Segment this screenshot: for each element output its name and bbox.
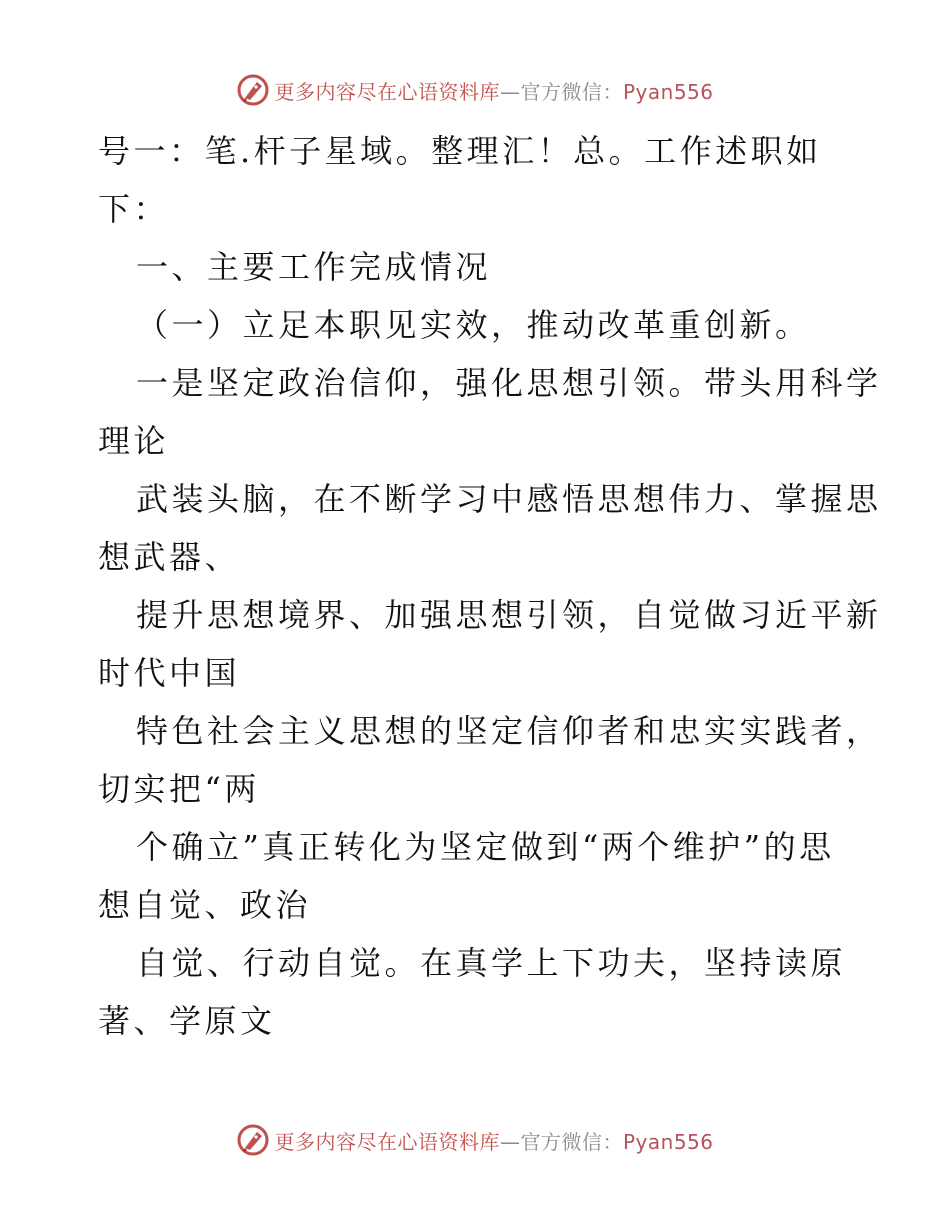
body-text-line: 一、主要工作完成情况	[136, 248, 492, 286]
body-text-line: 提升思想境界、加强思想引领，自觉做习近平新	[136, 596, 882, 634]
body-text-line: 想武器、	[98, 538, 241, 576]
header-watermark-text: 更多内容尽在心语资料库—官方微信：Pyan556	[274, 79, 714, 104]
pen-nib-logo-icon	[236, 73, 270, 107]
body-text-line: 理论	[98, 422, 170, 460]
body-text-line: 著、学原文	[98, 1002, 276, 1040]
header-watermark-banner	[0, 68, 950, 112]
body-text-line: 号一：笔.杆子星域。整理汇！总。工作述职如	[98, 132, 822, 170]
body-text-line: 想自觉、政治	[98, 886, 312, 924]
body-text-line: 时代中国	[98, 654, 241, 692]
body-text-line: 武装头脑，在不断学习中感悟思想伟力、掌握思	[136, 480, 882, 518]
body-text-line: 个确立”真正转化为坚定做到“两个维护”的思	[136, 828, 835, 866]
body-text-line: 特色社会主义思想的坚定信仰者和忠实实践者，	[136, 712, 882, 750]
body-text-line: 自觉、行动自觉。在真学上下功夫，坚持读原	[136, 944, 847, 982]
pen-nib-logo-icon	[236, 1123, 270, 1157]
document-body	[98, 122, 882, 1050]
body-text-line: （一）立足本职见实效，推动改革重创新。	[136, 306, 811, 344]
footer-watermark-banner	[0, 1118, 950, 1162]
body-text-line: 切实把“两	[98, 770, 260, 808]
footer-watermark-text: 更多内容尽在心语资料库—官方微信：Pyan556	[274, 1129, 714, 1154]
body-text-line: 一是坚定政治信仰，强化思想引领。带头用科学	[136, 364, 882, 402]
body-text-line: 下：	[98, 190, 170, 228]
